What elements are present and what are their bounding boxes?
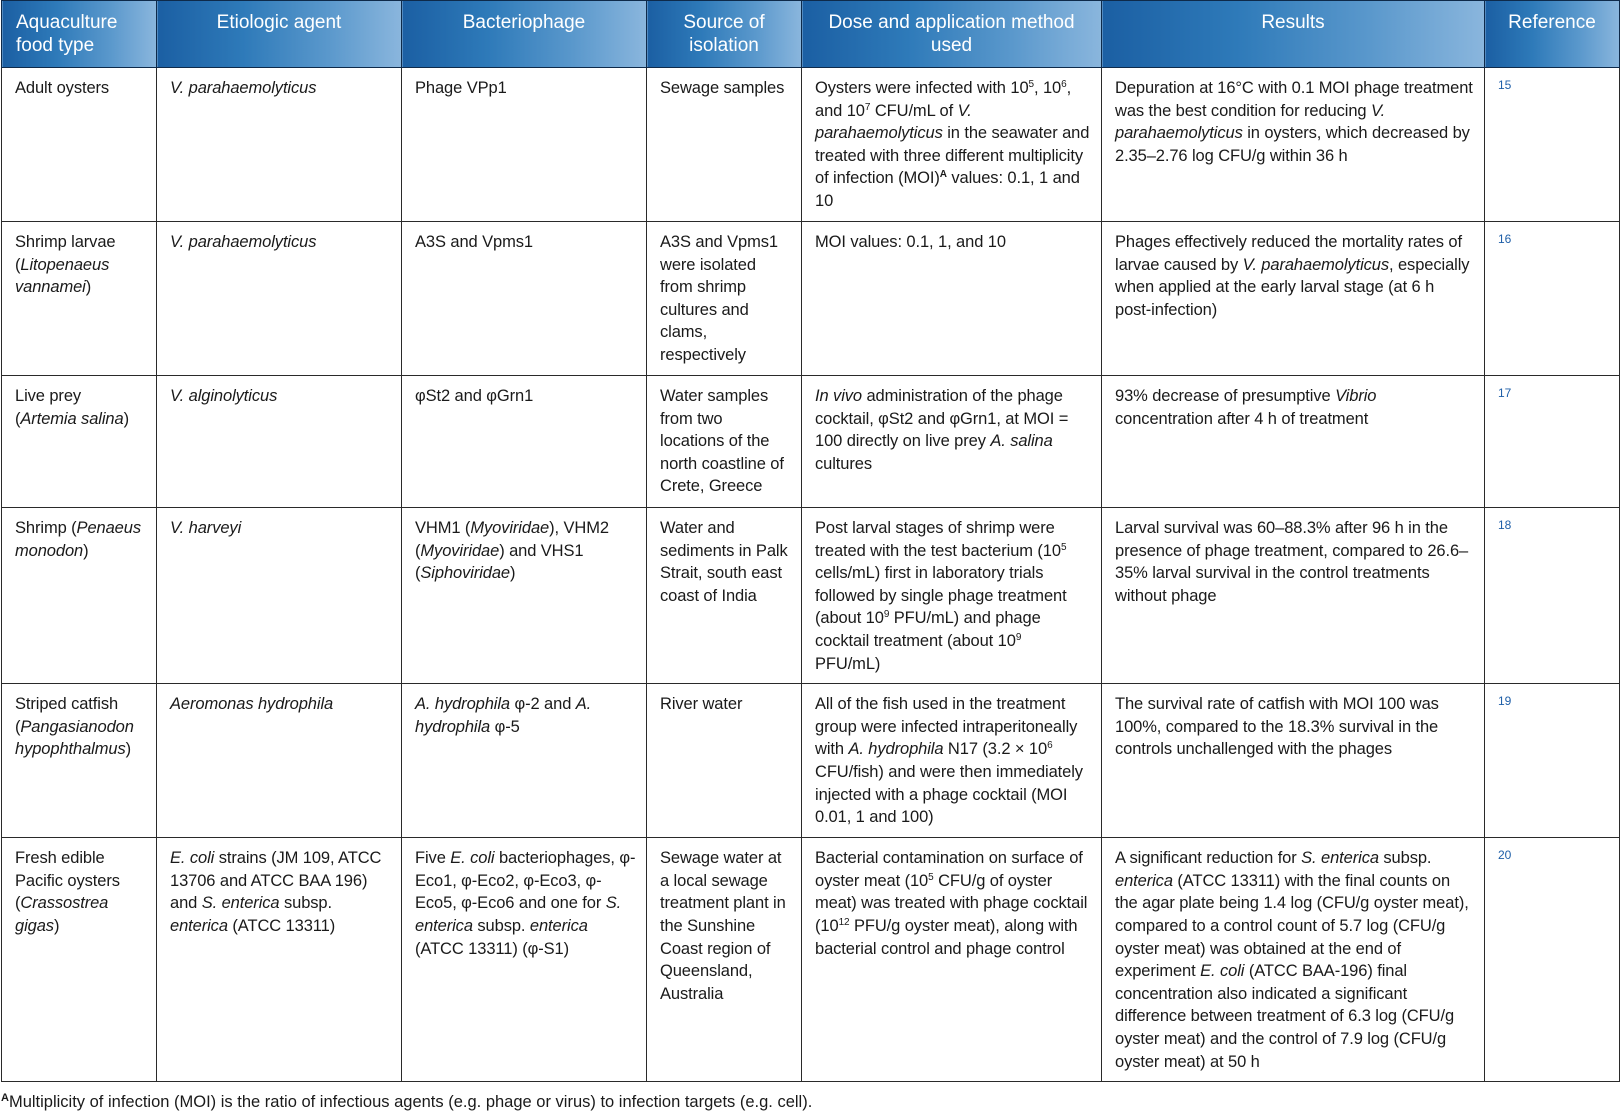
cell-food-type — [2, 508, 157, 684]
cell-source — [647, 684, 802, 838]
cell-text: Larval survival was 60–88.3% after 96 h in the presence of phage treatment, compared to 26.6–35% larval survival in the control treatments without phage — [1115, 519, 1469, 605]
cell-reference-link[interactable] — [1485, 508, 1620, 684]
cell-text: V. parahaemolyticus — [170, 233, 317, 251]
cell-food-type — [2, 222, 157, 376]
cell-dose — [802, 508, 1102, 684]
cell-text: Fresh edible Pacific oysters (Crassostrea gigas) — [15, 849, 120, 935]
cell-text: Five E. coli bacteriophages, φ-Eco1, φ-Eco2, φ-Eco3, φ-Eco5, φ-Eco6 and one for S. enterica subsp. enterica (ATCC 13311) (φ-S1) — [415, 849, 636, 958]
header-phage: Bacteriophage — [402, 1, 647, 68]
cell-phage — [402, 376, 647, 508]
cell-text: A significant reduction for S. enterica subsp. enterica (ATCC 13311) with the final counts on the agar plate being 1.4 log (CFU/g oyster meat), compared to a control count of 5.7 log (CFU/g oyster meat) was obtained at the end of experiment E. coli (ATCC BAA-196) final concentration also indicated a significant difference between treatment of 6.3 log (CFU/g oyster meat) and the control of 7.9 log (CFU/g oyster meat) at 50 h — [1115, 849, 1469, 1071]
cell-dose — [802, 684, 1102, 838]
cell-reference-link[interactable] — [1485, 222, 1620, 376]
reference-number[interactable]: 18 — [1498, 518, 1512, 532]
cell-agent — [157, 222, 402, 376]
cell-text: Bacterial contamination on surface of oyster meat ($10^5$ CFU/g of oyster meat) was treated with phage cocktail ($10^{12}$ PFU/g oyster meat), along with bacterial control and phage control — [815, 849, 1088, 958]
cell-text: Post larval stages of shrimp were treated with the test bacterium ($10^5$ cells/mL) first in laboratory trials followed by single phage treatment (about $10^9$ PFU/mL) and phage cocktail treatment (about $10^9$ PFU/mL) — [815, 519, 1067, 673]
cell-results — [1102, 508, 1485, 684]
table-row — [2, 376, 1620, 508]
reference-number[interactable]: 17 — [1498, 386, 1512, 400]
cell-agent — [157, 376, 402, 508]
cell-text: Depuration at 16°C with 0.1 MOI phage treatment was the best condition for reducing V. parahaemolyticus in oysters, which decreased by 2.35–2.76 log CFU/g within 36 h — [1115, 79, 1473, 165]
cell-text: V. alginolyticus — [170, 387, 278, 405]
cell-dose — [802, 838, 1102, 1082]
cell-text: All of the fish used in the treatment group were infected intraperitoneally with A. hydrophila N17 ($3.2 \times 10^6$ CFU/fish) and were then immediately injected with a phage cocktail (MOI 0.01, 1 and 100) — [815, 695, 1083, 827]
cell-text: A. hydrophila φ-2 and A. hydrophila φ-5 — [415, 695, 592, 736]
header-source: Source of isolation — [647, 1, 802, 68]
cell-reference-link[interactable] — [1485, 376, 1620, 508]
cell-text: Sewage samples — [660, 79, 785, 97]
cell-text: φSt2 and φGrn1 — [415, 387, 534, 405]
cell-text: Aeromonas hydrophila — [170, 695, 334, 714]
cell-text: Live prey (Artemia salina) — [15, 387, 129, 428]
cell-dose — [802, 376, 1102, 508]
reference-number[interactable]: 20 — [1498, 848, 1512, 863]
cell-phage — [402, 684, 647, 838]
cell-text: 93% decrease of presumptive Vibrio concentration after 4 h of treatment — [1115, 387, 1377, 428]
cell-dose — [802, 68, 1102, 222]
header-results: Results — [1102, 1, 1485, 68]
reference-number[interactable]: 19 — [1498, 694, 1512, 709]
cell-food-type — [2, 838, 157, 1082]
cell-text: The survival rate of catfish with MOI 100 was 100%, compared to the 18.3% survival in the controls unchallenged with the phages — [1115, 695, 1439, 759]
cell-agent — [157, 508, 402, 684]
header-row — [2, 1, 1620, 68]
cell-agent — [157, 68, 402, 222]
cell-text: Adult oysters — [15, 79, 110, 97]
table-row — [2, 222, 1620, 376]
cell-phage — [402, 222, 647, 376]
cell-source — [647, 376, 802, 508]
cell-food-type — [2, 68, 157, 222]
cell-text: Striped catfish (Pangasianodon hypophthalmus) — [15, 695, 134, 759]
cell-agent — [157, 684, 402, 838]
header-reference: Reference — [1485, 1, 1620, 68]
cell-results — [1102, 68, 1485, 222]
cell-text: River water — [660, 695, 743, 714]
table-row — [2, 508, 1620, 684]
cell-text: E. coli strains (JM 109, ATCC 13706 and ATCC BAA 196) and S. enterica subsp. enterica (ATCC 13311) — [170, 849, 382, 935]
table-row — [2, 68, 1620, 222]
cell-text: Phages effectively reduced the mortality rates of larvae caused by V. parahaemolyticus, especially when applied at the early larval stage (at 6 h post-infection) — [1115, 233, 1470, 319]
cell-text: Water and sediments in Palk Strait, south east coast of India — [660, 519, 788, 605]
cell-source — [647, 508, 802, 684]
cell-food-type — [2, 376, 157, 508]
table-row — [2, 838, 1620, 1082]
cell-phage — [402, 508, 647, 684]
cell-phage — [402, 68, 647, 222]
header-agent: Etiologic agent — [157, 1, 402, 68]
cell-text: Shrimp (Penaeus monodon) — [15, 519, 141, 560]
cell-text: Shrimp larvae (Litopenaeus vannamei) — [15, 233, 116, 297]
cell-text: Oysters were infected with $10^5$, $10^6$, and $10^7$ CFU/mL of V. parahaemolyticus in the seawater and treated with three different multiplicity of infection (MOI)$^A$ values: 0.1, 1 and 10 — [815, 79, 1090, 210]
cell-reference-link[interactable] — [1485, 684, 1620, 838]
cell-results — [1102, 222, 1485, 376]
cell-results — [1102, 838, 1485, 1082]
cell-text: In vivo administration of the phage cocktail, φSt2 and φGrn1, at MOI = 100 directly on live prey A. salina cultures — [815, 387, 1069, 473]
cell-text: Phage VPp1 — [415, 79, 507, 97]
cell-food-type — [2, 684, 157, 838]
cell-text: A3S and Vpms1 were isolated from shrimp cultures and clams, respectively — [660, 233, 778, 364]
cell-source — [647, 222, 802, 376]
footnote-text: Multiplicity of infection (MOI) is the ratio of infectious agents (e.g. phage or virus) to infection targets (e.g. cell). — [8, 1093, 813, 1112]
cell-text: VHM1 (Myoviridae), VHM2 (Myoviridae) and VHS1 (Siphoviridae) — [415, 519, 609, 583]
cell-results — [1102, 684, 1485, 838]
cell-reference-link[interactable] — [1485, 838, 1620, 1082]
cell-source — [647, 838, 802, 1082]
table-row — [2, 684, 1620, 838]
header-dose: Dose and application method used — [802, 1, 1102, 68]
cell-results — [1102, 376, 1485, 508]
table-footnote — [1, 1092, 1620, 1112]
reference-number[interactable]: 15 — [1498, 78, 1512, 92]
cell-text: Water samples from two locations of the north coastline of Crete, Greece — [660, 387, 784, 496]
cell-agent — [157, 838, 402, 1082]
cell-text: A3S and Vpms1 — [415, 233, 533, 251]
cell-text: V. harveyi — [170, 519, 242, 537]
header-food-type: Aquaculture food type — [2, 1, 157, 68]
cell-text: V. parahaemolyticus — [170, 79, 317, 97]
cell-reference-link[interactable] — [1485, 68, 1620, 222]
footnote-marker: A — [1, 1092, 9, 1105]
cell-text: MOI values: 0.1, 1, and 10 — [815, 233, 1006, 251]
phage-table — [1, 0, 1620, 1082]
cell-text: Sewage water at a local sewage treatment plant in the Sunshine Coast region of Queensland, Australia — [660, 849, 786, 1003]
cell-dose — [802, 222, 1102, 376]
cell-phage — [402, 838, 647, 1082]
cell-source — [647, 68, 802, 222]
reference-number[interactable]: 16 — [1498, 232, 1512, 246]
